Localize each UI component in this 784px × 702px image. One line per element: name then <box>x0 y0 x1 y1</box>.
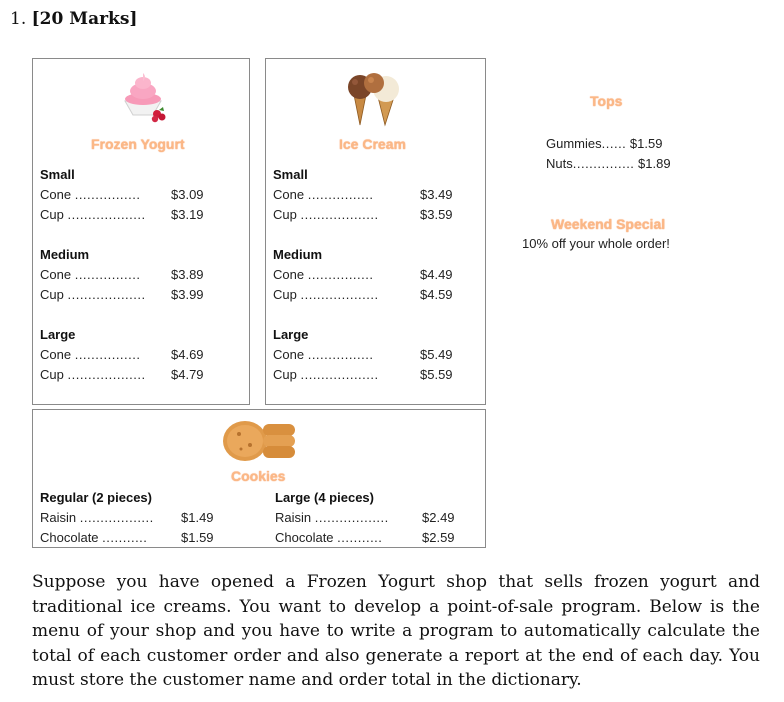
fy-large-cone-price: $4.69 <box>171 347 204 362</box>
question-heading <box>10 9 137 29</box>
ic-large-cup-price: $5.59 <box>420 367 453 382</box>
fy-large-cup-price: $4.79 <box>171 367 204 382</box>
cookies-large-label: Large (4 pieces) <box>275 490 374 505</box>
ice-cream-cones-icon <box>340 65 410 127</box>
tops-gummies: Gummies...... $1.59 <box>546 136 663 151</box>
ic-large-cone-price: $5.49 <box>420 347 453 362</box>
ic-large-label: Large <box>273 327 309 342</box>
fy-large-cone: Cone ................ <box>40 347 141 362</box>
ic-medium-cone-price: $4.49 <box>420 267 453 282</box>
weekend-special-title: Weekend Special <box>551 216 666 232</box>
ice-cream-menu <box>265 58 486 405</box>
cookies-large-chocolate: Chocolate ........... <box>275 530 383 545</box>
frozen-yogurt-menu <box>32 58 250 405</box>
weekend-special-text: 10% off your whole order! <box>522 236 670 251</box>
cookies-regular-raisin-price: $1.49 <box>181 510 214 525</box>
question-number: 1. <box>10 9 27 29</box>
ic-small-cone-price: $3.49 <box>420 187 453 202</box>
cookies-regular-raisin: Raisin .................. <box>40 510 154 525</box>
fy-small-cone-price: $3.09 <box>171 187 204 202</box>
ic-large-cup: Cup ................... <box>273 367 379 382</box>
ic-small-cup: Cup ................... <box>273 207 379 222</box>
cookies-menu <box>32 409 486 548</box>
cookies-title: Cookies <box>231 468 286 484</box>
fy-medium-label: Medium <box>40 247 90 262</box>
fy-medium-cup: Cup ................... <box>40 287 146 302</box>
cookies-large-raisin-price: $2.49 <box>422 510 455 525</box>
cookies-large-chocolate-price: $2.59 <box>422 530 455 545</box>
ic-small-label: Small <box>273 167 308 182</box>
frozen-yogurt-icon <box>115 69 171 125</box>
ic-medium-cup: Cup ................... <box>273 287 379 302</box>
cookies-regular-label: Regular (2 pieces) <box>40 490 152 505</box>
tops-nuts: Nuts............... $1.89 <box>546 156 671 171</box>
fy-small-label: Small <box>40 167 75 182</box>
cookies-icon <box>219 414 299 466</box>
ic-small-cone: Cone ................ <box>273 187 374 202</box>
fy-large-cup: Cup ................... <box>40 367 146 382</box>
fy-large-label: Large <box>40 327 76 342</box>
fy-small-cup-price: $3.19 <box>171 207 204 222</box>
ice-cream-title: Ice Cream <box>339 136 406 152</box>
frozen-yogurt-title: Frozen Yogurt <box>91 136 185 152</box>
tops-title: Tops <box>590 93 623 109</box>
fy-medium-cone-price: $3.89 <box>171 267 204 282</box>
fy-small-cup: Cup ................... <box>40 207 146 222</box>
ic-medium-label: Medium <box>273 247 323 262</box>
ic-small-cup-price: $3.59 <box>420 207 453 222</box>
fy-medium-cone: Cone ................ <box>40 267 141 282</box>
question-marks: [20 Marks] <box>31 9 138 29</box>
question-paragraph: Suppose you have opened a Frozen Yogurt shop that sells frozen yogurt and traditional ice creams. You want to develop a point-of-sale program. Below is the menu of your shop and you have to write a program to automatically calculate the total of each customer order and also generate a report at the end of each day. You must store the customer name and order total in the dictionary. <box>32 572 760 690</box>
ic-medium-cup-price: $4.59 <box>420 287 453 302</box>
ic-medium-cone: Cone ................ <box>273 267 374 282</box>
cookies-large-raisin: Raisin .................. <box>275 510 389 525</box>
fy-medium-cup-price: $3.99 <box>171 287 204 302</box>
cookies-regular-chocolate-price: $1.59 <box>181 530 214 545</box>
cookies-regular-chocolate: Chocolate ........... <box>40 530 148 545</box>
ic-large-cone: Cone ................ <box>273 347 374 362</box>
fy-small-cone: Cone ................ <box>40 187 141 202</box>
